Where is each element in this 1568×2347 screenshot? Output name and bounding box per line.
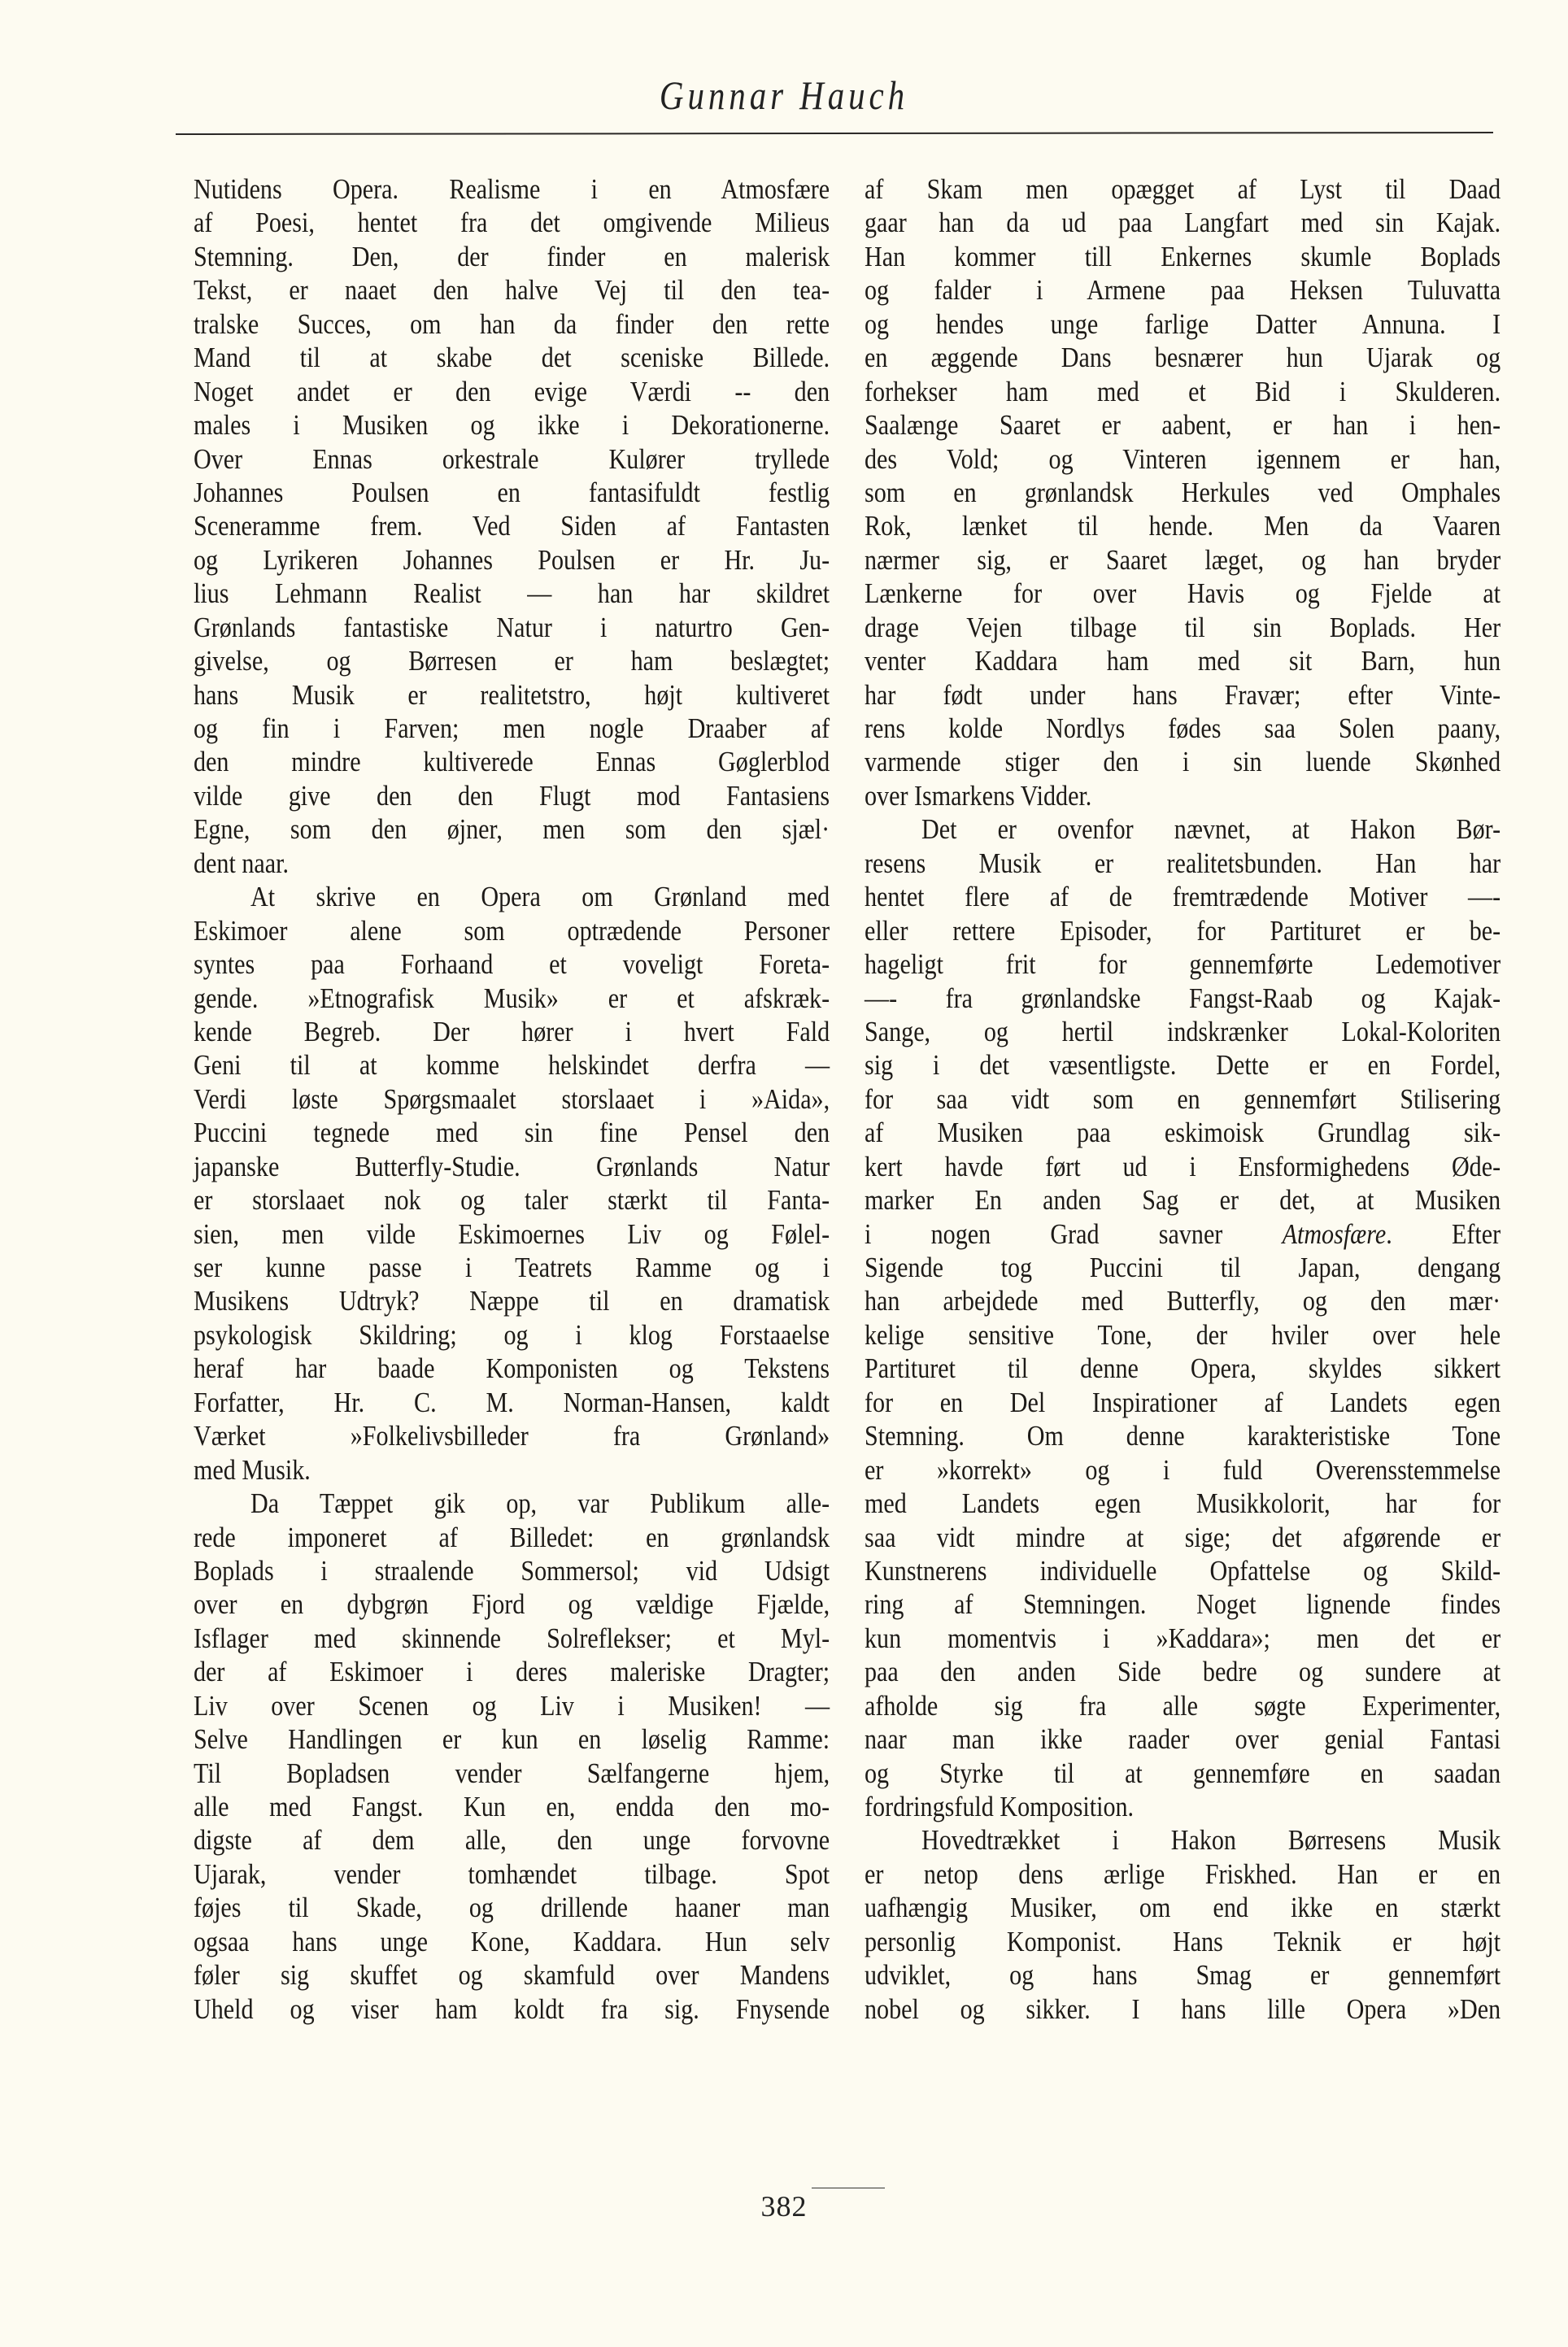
text-line xyxy=(865,273,1500,307)
text-line xyxy=(194,1453,830,1487)
text-line xyxy=(865,1352,1500,1385)
text-line xyxy=(194,914,830,947)
text-line xyxy=(194,1048,830,1082)
text-line xyxy=(194,1891,830,1924)
text-line xyxy=(865,644,1500,677)
text-line-content: gende. »Etnografisk Musik» er et afskræk- xyxy=(194,982,830,1014)
text-line xyxy=(194,1689,830,1722)
text-line-content: Boplads i straalende Sommersol; vid Udsigt xyxy=(194,1554,830,1587)
text-line-content: over Ismarkens Vidder. xyxy=(865,779,1092,812)
text-line-content: kun momentvis i »Kaddara»; men det er xyxy=(865,1622,1501,1654)
text-line xyxy=(865,577,1500,610)
text-line-content: han arbejdede med Butterfly, og den mær· xyxy=(865,1285,1501,1317)
text-line-content: ring af Stemningen. Noget lignende findes xyxy=(865,1588,1501,1621)
text-line-content: paa den anden Side bedre og sundere at xyxy=(865,1656,1501,1688)
text-line xyxy=(865,1655,1500,1688)
text-line xyxy=(865,375,1500,408)
text-line xyxy=(194,1655,830,1688)
text-line-content: Da Tæppet gik op, var Publikum alle- xyxy=(250,1487,830,1520)
text-line xyxy=(194,1925,830,1958)
text-line xyxy=(194,1284,830,1317)
text-line-content: ser kunne passe i Teatrets Ramme og i xyxy=(194,1252,830,1283)
text-line xyxy=(194,1554,830,1587)
text-line xyxy=(865,240,1500,273)
text-line-content: uafhængig Musiker, om end ikke en stærkt xyxy=(865,1892,1501,1924)
text-line xyxy=(865,1857,1500,1891)
text-line xyxy=(865,341,1500,374)
text-line xyxy=(194,947,830,981)
text-line xyxy=(865,847,1500,880)
text-line-content: og hendes unge farlige Datter Annuna. I xyxy=(865,307,1501,340)
text-line-content: er netop dens ærlige Friskhed. Han er en xyxy=(865,1857,1501,1890)
text-line xyxy=(194,1015,830,1048)
text-line-content: rede imponeret af Billedet: en grønlandsk xyxy=(194,1521,830,1553)
text-line xyxy=(865,1487,1500,1520)
text-line-content: tralske Succes, om han da finder den rette xyxy=(194,307,830,340)
text-line xyxy=(865,1891,1500,1924)
text-line xyxy=(865,1150,1500,1183)
text-line-content: Nutidens Opera. Realisme i en Atmosfære xyxy=(194,173,830,205)
text-line-content: drage Vejen tilbage til sin Boplads. Her xyxy=(865,611,1501,643)
text-line xyxy=(194,1757,830,1790)
text-line xyxy=(865,1419,1500,1452)
text-line-content: Liv over Scenen og Liv i Musiken! — xyxy=(194,1689,830,1722)
text-line-content: Saalænge Saaret er aabent, er han i hen- xyxy=(865,409,1501,442)
text-line-content: japanske Butterfly-Studie. Grønlands Natur xyxy=(194,1150,830,1182)
text-line-content: Isflager med skinnende Solreflekser; et Myl- xyxy=(194,1622,830,1654)
text-line-content: Stemning. Om denne karakteristiske Tone xyxy=(865,1420,1501,1452)
text-line-content: eller rettere Episoder, for Partituret er be- xyxy=(865,914,1501,947)
text-line-content: venter Kaddara ham med sit Barn, hun xyxy=(865,645,1501,677)
text-line-content: og falder i Armene paa Heksen Tuluvatta xyxy=(865,274,1501,307)
text-line xyxy=(194,408,830,442)
text-line-content: er »korrekt» og i fuld Overensstemmelse xyxy=(865,1453,1501,1486)
text-line xyxy=(194,1823,830,1857)
text-line-content: kert havde ført ud i Ensformighedens Øde- xyxy=(865,1150,1501,1182)
text-line xyxy=(865,1925,1500,1958)
text-line-content: føler sig skuffet og skamfuld over Mandens xyxy=(194,1959,830,1992)
text-line-content: for saa vidt som en gennemført Stilisering xyxy=(865,1082,1501,1115)
text-line-content: Grønlands fantastiske Natur i naturtro Gen- xyxy=(194,611,830,643)
text-line-content: nobel og sikker. I hans lille Opera »Den xyxy=(865,1992,1501,2025)
text-line xyxy=(194,509,830,542)
text-line xyxy=(194,678,830,712)
text-line xyxy=(865,611,1500,644)
text-line-content: heraf har baade Komponisten og Tekstens xyxy=(194,1352,830,1385)
text-line xyxy=(194,712,830,745)
text-segment: . Efter xyxy=(1386,1217,1501,1250)
text-line xyxy=(194,812,830,846)
paragraph-first-line xyxy=(865,812,1500,846)
paragraph-first-line xyxy=(194,880,830,913)
text-line xyxy=(194,341,830,374)
text-line xyxy=(194,1521,830,1554)
text-line xyxy=(194,1419,830,1452)
left-column xyxy=(194,172,830,2026)
text-line-content: sig i det væsentligste. Dette er en Fordel, xyxy=(865,1049,1501,1082)
text-line-content: des Vold; og Vinteren igennem er han, xyxy=(865,442,1501,475)
text-line xyxy=(194,172,830,206)
text-line xyxy=(865,1992,1500,2026)
text-line xyxy=(865,1622,1500,1655)
text-line xyxy=(194,442,830,476)
text-line-content: Sigende tog Puccini til Japan, dengang xyxy=(865,1252,1501,1283)
text-line-content: og fin i Farven; men nogle Draaber af xyxy=(194,712,830,744)
text-line-content: Tekst, er naaet den halve Vej til den tea- xyxy=(194,274,830,307)
text-line xyxy=(194,1352,830,1385)
text-line xyxy=(865,779,1500,812)
text-line xyxy=(865,1217,1500,1251)
text-line-content: Til Bopladsen vender Sælfangerne hjem, xyxy=(194,1757,830,1789)
text-line-content: Hovedtrækket i Hakon Børresens Musik xyxy=(921,1824,1501,1857)
text-line xyxy=(865,476,1500,509)
text-line xyxy=(865,880,1500,913)
text-line xyxy=(194,847,830,880)
text-line-content: er storslaaet nok og taler stærkt til Fanta- xyxy=(194,1184,830,1217)
text-line-content: saa vidt mindre at sige; det afgørende er xyxy=(865,1521,1501,1553)
text-line-content: hans Musik er realitetstro, højt kultiveret xyxy=(194,678,830,711)
text-line xyxy=(194,1386,830,1419)
text-line xyxy=(194,1622,830,1655)
text-line xyxy=(865,509,1500,542)
text-line xyxy=(194,982,830,1015)
text-line xyxy=(865,543,1500,577)
text-line xyxy=(865,307,1500,341)
text-line xyxy=(865,408,1500,442)
text-line xyxy=(865,1015,1500,1048)
text-line-content: Forfatter, Hr. C. M. Norman-Hansen, kaldt xyxy=(194,1386,830,1418)
text-line-content: kelige sensitive Tone, der hviler over hele xyxy=(865,1318,1501,1351)
text-line xyxy=(194,577,830,610)
text-line xyxy=(194,1587,830,1621)
text-line xyxy=(865,1521,1500,1554)
text-line xyxy=(194,611,830,644)
text-line xyxy=(865,442,1500,476)
text-line-content: Lænkerne for over Havis og Fjelde at xyxy=(865,577,1501,610)
text-line xyxy=(194,1150,830,1183)
text-line-content: Ujarak, vender tomhændet tilbage. Spot xyxy=(194,1857,830,1890)
text-line xyxy=(865,1453,1500,1487)
text-line-content: Eskimoer alene som optrædende Personer xyxy=(194,914,830,947)
text-line-content: med Landets egen Musikkolorit, har for xyxy=(865,1487,1501,1520)
text-line-content: Johannes Poulsen en fantasifuldt festlig xyxy=(194,476,830,508)
text-line-content: males i Musiken og ikke i Dekorationerne. xyxy=(194,409,830,442)
text-line-content: Sceneramme frem. Ved Siden af Fantasten xyxy=(194,510,830,542)
text-line xyxy=(865,678,1500,712)
paragraph-first-line xyxy=(194,1487,830,1520)
text-line xyxy=(194,543,830,577)
text-line xyxy=(194,1992,830,2026)
text-line xyxy=(865,1757,1500,1790)
text-line xyxy=(194,1958,830,1992)
text-line-content: af Poesi, hentet fra det omgivende Milieus xyxy=(194,207,830,239)
text-line xyxy=(194,1857,830,1891)
text-line-content: af Musiken paa eskimoisk Grundlag sik- xyxy=(865,1117,1501,1149)
text-line-content: Uheld og viser ham koldt fra sig. Fnysende xyxy=(194,1992,830,2025)
text-line xyxy=(194,1116,830,1149)
text-line-content: forhekser ham med et Bid i Skulderen. xyxy=(865,375,1501,407)
text-line xyxy=(194,1217,830,1251)
text-line-content: ogsaa hans unge Kone, Kaddara. Hun selv xyxy=(194,1925,830,1957)
text-segment: i nogen Grad savner xyxy=(865,1217,1283,1250)
text-line xyxy=(865,172,1500,206)
header-rule xyxy=(176,132,1493,135)
text-line xyxy=(194,1318,830,1352)
text-line-content: personlig Komponist. Hans Teknik er højt xyxy=(865,1925,1501,1957)
text-line-content: Det er ovenfor nævnet, at Hakon Bør- xyxy=(921,813,1501,846)
text-line xyxy=(865,1082,1500,1116)
text-line xyxy=(194,240,830,273)
text-line-content: af Skam men opægget af Lyst til Daad xyxy=(865,173,1501,205)
text-line-content: afholde sig fra alle søgte Experimenter, xyxy=(865,1689,1501,1722)
text-line-content: At skrive en Opera om Grønland med xyxy=(250,881,830,913)
text-line-content: har født under hans Fravær; efter Vinte- xyxy=(865,678,1501,711)
text-line-content: digste af dem alle, den unge forvovne xyxy=(194,1824,830,1857)
text-line-content: Noget andet er den evige Værdi -- den xyxy=(194,375,830,407)
text-line-content: Sange, og hertil indskrænker Lokal-Koloriten xyxy=(865,1015,1501,1047)
paragraph-first-line xyxy=(865,1823,1500,1857)
text-line xyxy=(865,712,1500,745)
text-line-content: kende Begreb. Der hører i hvert Fald xyxy=(194,1015,830,1047)
text-line xyxy=(194,779,830,812)
text-line xyxy=(194,206,830,239)
text-line-content: Partituret til denne Opera, skyldes sikkert xyxy=(865,1352,1501,1385)
text-line-content: sien, men vilde Eskimoernes Liv og Følel- xyxy=(194,1217,830,1250)
text-line-content: og Styrke til at gennemføre en saadan xyxy=(865,1757,1501,1789)
text-line xyxy=(865,1386,1500,1419)
text-line-content: som en grønlandsk Herkules ved Omphales xyxy=(865,476,1501,508)
text-line-content: Rok, lænket til hende. Men da Vaaren xyxy=(865,510,1501,542)
text-line-content: Verdi løste Spørgsmaalet storslaaet i »Aida», xyxy=(194,1082,830,1115)
text-line xyxy=(194,1251,830,1284)
text-line xyxy=(194,1082,830,1116)
text-line xyxy=(865,1183,1500,1217)
text-line xyxy=(194,1722,830,1756)
text-line-content: vilde give den den Flugt mod Fantasiens xyxy=(194,779,830,812)
text-line-content: Selve Handlingen er kun en løselig Ramme: xyxy=(194,1723,830,1756)
text-line-content: dent naar. xyxy=(194,847,290,879)
text-line-content: hageligt frit for gennemførte Ledemotiver xyxy=(865,948,1501,981)
text-line-content: med Musik. xyxy=(194,1453,311,1486)
text-line-content: en æggende Dans besnærer hun Ujarak og xyxy=(865,342,1501,374)
text-line-content: lius Lehmann Realist — han har skildret xyxy=(194,577,830,610)
page-number: 382 xyxy=(760,2190,808,2223)
right-column xyxy=(865,172,1500,2026)
text-line xyxy=(194,476,830,509)
text-line-content: Værket »Folkelivsbilleder fra Grønland» xyxy=(194,1420,830,1452)
text-line xyxy=(194,273,830,307)
text-line xyxy=(865,982,1500,1015)
text-line-content: resens Musik er realitetsbunden. Han har xyxy=(865,847,1501,879)
text-line-content: Musikens Udtryk? Næppe til en dramatisk xyxy=(194,1285,830,1317)
text-line-content: —- fra grønlandske Fangst-Raab og Kajak- xyxy=(865,982,1501,1014)
text-line-content: psykologisk Skildring; og i klog Forstaaelse xyxy=(194,1318,830,1351)
text-line-content: varmende stiger den i sin luende Skønhed xyxy=(865,746,1501,778)
text-line-content: hentet flere af de fremtrædende Motiver —- xyxy=(865,881,1501,913)
text-line-content: Mand til at skabe det sceniske Billede. xyxy=(194,342,830,374)
text-line-content: Geni til at komme helskindet derfra — xyxy=(194,1049,830,1082)
running-head: Gunnar Hauch xyxy=(659,72,909,118)
text-line xyxy=(865,1048,1500,1082)
text-line xyxy=(865,1116,1500,1149)
text-line-content: over en dybgrøn Fjord og vældige Fjælde, xyxy=(194,1588,830,1621)
text-line xyxy=(865,947,1500,981)
text-line xyxy=(865,914,1500,947)
text-line xyxy=(194,1790,830,1823)
text-line xyxy=(865,1318,1500,1352)
text-line xyxy=(865,1251,1500,1284)
text-line-content: marker En anden Sag er det, at Musiken xyxy=(865,1184,1501,1217)
text-line xyxy=(865,1958,1500,1992)
text-line-content: og Lyrikeren Johannes Poulsen er Hr. Ju- xyxy=(194,543,830,576)
text-line xyxy=(865,206,1500,239)
text-line xyxy=(865,1722,1500,1756)
text-line xyxy=(865,745,1500,778)
text-line-content xyxy=(865,1217,1500,1251)
text-line-content: Puccini tegnede med sin fine Pensel den xyxy=(194,1117,830,1149)
text-line xyxy=(865,1790,1500,1823)
text-line-content: nærmer sig, er Saaret læget, og han bryder xyxy=(865,543,1501,576)
text-line xyxy=(194,745,830,778)
emphasized-word: Atmosfære xyxy=(1282,1217,1387,1250)
text-line-content: Over Ennas orkestrale Kulører tryllede xyxy=(194,442,830,475)
text-line-content: Kunstnerens individuelle Opfattelse og Skild- xyxy=(865,1554,1501,1587)
text-line-content: der af Eskimoer i deres maleriske Dragter; xyxy=(194,1656,830,1688)
text-line-content: udviklet, og hans Smag er gennemført xyxy=(865,1959,1501,1992)
text-line-content: føjes til Skade, og drillende haaner man xyxy=(194,1892,830,1924)
text-line-content: den mindre kultiverede Ennas Gøglerblod xyxy=(194,746,830,778)
text-line xyxy=(865,1587,1500,1621)
text-line-content: givelse, og Børresen er ham beslægtet; xyxy=(194,645,830,677)
text-line-content: syntes paa Forhaand et voveligt Foreta- xyxy=(194,948,830,981)
text-line-content: gaar han da ud paa Langfart med sin Kajak. xyxy=(865,207,1501,239)
text-line-content: naar man ikke raader over genial Fantasi xyxy=(865,1723,1501,1756)
text-line xyxy=(194,307,830,341)
text-line xyxy=(865,1689,1500,1722)
text-line-content: alle med Fangst. Kun en, endda den mo- xyxy=(194,1791,830,1822)
text-line-content: fordringsfuld Komposition. xyxy=(865,1791,1135,1822)
text-line xyxy=(865,1284,1500,1317)
text-line-content: for en Del Inspirationer af Landets egen xyxy=(865,1386,1501,1418)
text-line xyxy=(194,375,830,408)
text-line-content: rens kolde Nordlys fødes saa Solen paany, xyxy=(865,712,1501,744)
text-line xyxy=(865,1554,1500,1587)
text-line-content: Stemning. Den, der finder en malerisk xyxy=(194,240,830,272)
text-line xyxy=(194,644,830,677)
text-line-content: Han kommer till Enkernes skumle Boplads xyxy=(865,240,1501,272)
text-line-content: Egne, som den øjner, men som den sjæl· xyxy=(194,813,830,846)
text-line xyxy=(194,1183,830,1217)
